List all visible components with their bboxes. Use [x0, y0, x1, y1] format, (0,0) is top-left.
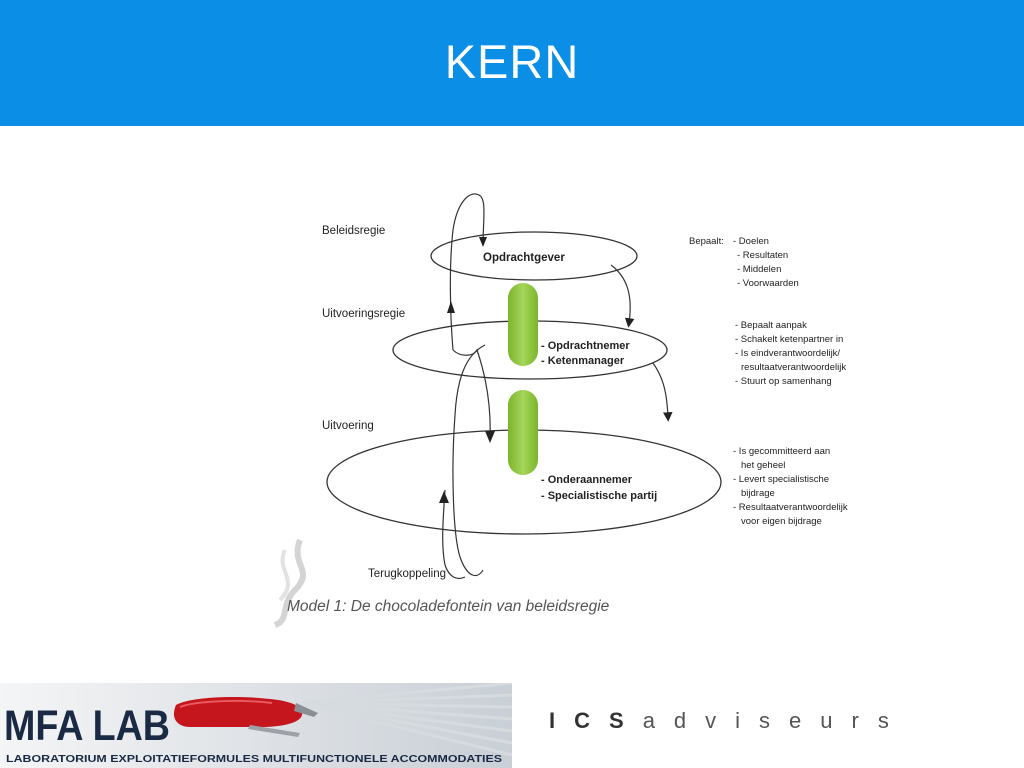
logo-graphic — [0, 683, 512, 768]
label-beleidsregie: Beleidsregie — [322, 225, 386, 237]
loop-bottom — [453, 345, 485, 576]
notes-top-prefix: Bepaalt: — [689, 236, 724, 247]
title-bar — [0, 0, 1024, 126]
role-opdrachtnemer: - Opdrachtnemer — [541, 340, 630, 352]
logo-title: MFA LAB — [4, 702, 170, 750]
arrow-up-bottom — [439, 491, 449, 503]
flow-arrow-top — [611, 265, 630, 323]
arrow-down-mid — [485, 431, 495, 443]
notes-middle-line: - Stuurt op samenhang — [735, 376, 832, 387]
arrow-down-top — [479, 237, 487, 247]
notes-middle-line: - Schakelt ketenpartner in — [735, 334, 844, 345]
role-ketenmanager: - Ketenmanager — [541, 355, 625, 367]
chocoladefontein-diagram — [255, 185, 895, 630]
ics-adviseurs-brand — [549, 708, 908, 734]
brand-light: adviseurs — [642, 708, 908, 733]
arrow-up-mid — [447, 301, 455, 313]
label-uitvoeringsregie: Uitvoeringsregie — [322, 308, 406, 320]
notes-top-line: - Doelen — [733, 236, 769, 247]
notes-top-line: - Middelen — [737, 264, 782, 275]
role-specialistische-partij: - Specialistische partij — [541, 490, 658, 502]
role-opdrachtgever: Opdrachtgever — [483, 252, 565, 264]
slide-title: KERN — [444, 35, 580, 88]
pillar-top — [508, 283, 538, 366]
loop-top-return — [453, 350, 490, 440]
notes-bottom-line: het geheel — [741, 460, 786, 471]
pillar-bottom — [508, 390, 538, 475]
diagram-caption: Model 1: De chocoladefontein van beleidsregie — [287, 598, 610, 615]
notes-bottom-line: - Levert specialistische — [733, 474, 830, 485]
brand-bold: ICS — [549, 708, 643, 733]
logo-subtitle: LABORATORIUM EXPLOITATIEFORMULES MULTIFUNCTIONELE ACCOMMODATIES — [6, 753, 502, 765]
notes-bottom-line: voor eigen bijdrage — [741, 516, 822, 527]
label-uitvoering: Uitvoering — [322, 420, 374, 432]
notes-top-line: - Resultaten — [737, 250, 789, 261]
notes-top-line: - Voorwaarden — [737, 278, 799, 289]
flow-arrow-mid — [653, 363, 668, 417]
notes-middle-line: resultaatverantwoordelijk — [741, 362, 847, 373]
notes-middle-line: - Is eindverantwoordelijk/ — [735, 348, 841, 359]
decorative-swirl-2 — [280, 550, 288, 600]
role-onderaannemer: - Onderaannemer — [541, 474, 633, 486]
label-terugkoppeling: Terugkoppeling — [368, 568, 447, 580]
notes-bottom-line: bijdrage — [741, 488, 775, 499]
notes-bottom-line: - Resultaatverantwoordelijk — [733, 502, 848, 513]
mfa-lab-logo — [0, 683, 512, 768]
notes-middle-line: - Bepaalt aanpak — [735, 320, 807, 331]
notes-bottom-line: - Is gecommitteerd aan — [733, 446, 831, 457]
